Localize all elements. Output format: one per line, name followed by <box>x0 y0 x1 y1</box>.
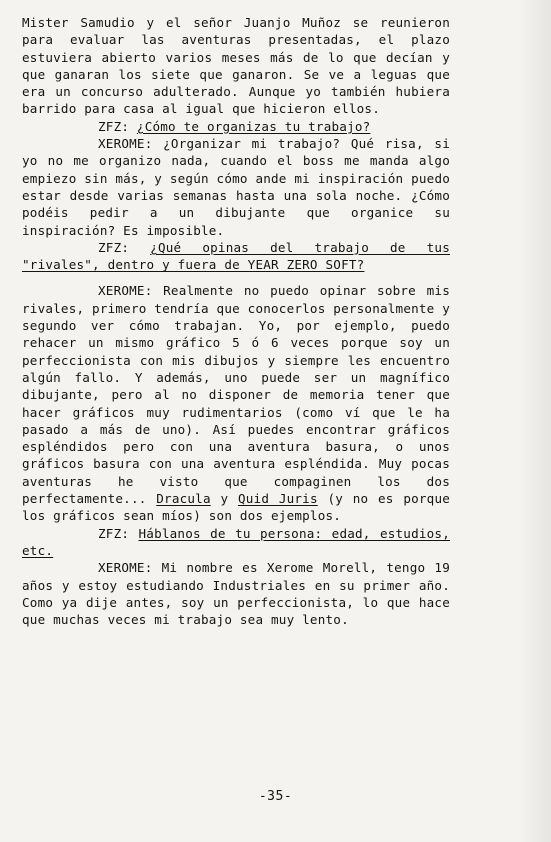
speaker-label: ZFZ: <box>98 525 139 541</box>
text-run: y <box>210 491 238 507</box>
question-text: Háblanos de tu persona: edad, estudios, etc. <box>22 525 450 558</box>
answer-persona <box>22 559 450 628</box>
interview-text <box>22 14 450 628</box>
title-quid-juris: Quid Juris <box>237 491 318 507</box>
text-run: (y no es porque los gráficos sean míos) son dos ejemplos. <box>22 491 451 524</box>
question-text: ¿Cómo te organizas tu trabajo? <box>136 118 371 134</box>
bleed-through-shadow <box>441 0 551 842</box>
speaker-label: ZFZ: <box>98 239 151 255</box>
question-persona <box>22 525 450 560</box>
text-run: XEROME: Realmente no puedo opinar sobre mis rivales, primero tendría que conocerlos personalmente y segundo ver cómo trabajan. Yo, por ejemplo, puedo rehacer un mismo gráfico 5 ó 6 veces porque soy un perfeccionista con mis dibujos y siempre les encuentro algún fallo. Y además, uno puede ser un magnífico dibujante, pero al no disponer de memoria tener que hacer gráficos muy rudimentarios (como ví que le ha pasado a más de uno). Así puedes encontrar gráficos espléndidos pero con una aventura basura, o unos gráficos basura con una aventura espléndida. Muy pocas aventuras he visto que compaginen los dos perfectamente... <box>22 283 451 507</box>
question-rivals <box>22 239 450 274</box>
answer-organize <box>22 135 450 239</box>
speaker-label: ZFZ: <box>98 118 137 134</box>
page-number: -35- <box>258 789 293 804</box>
question-text: ¿Qué opinas del trabajo de tus "rivales", dentro y fuera de YEAR ZERO SOFT? <box>22 239 450 273</box>
title-dracula: Dracula <box>156 491 211 507</box>
question-organize <box>22 118 450 135</box>
answer-rivals <box>22 282 450 524</box>
text-run: Mister Samudio y el señor Juanjo Muñoz se reunieron para evaluar las aventuras presentadas, el plazo estuviera abierto varios meses más de lo que decían y que ganaran los siete que ganaron. Se ve a leguas que era un concurso adulterado. Aunque yo también hubiera barrido para casa al igual que hicieron ellos. <box>22 15 450 117</box>
paragraph-intro <box>22 14 450 118</box>
text-run: XEROME: ¿Organizar mi trabajo? Qué risa, si yo no me organizo nada, cuando el boss me manda algo empiezo sin más, y según cómo ande mi inspiración puedo estar desde varias semanas hasta una sola noche. ¿Cómo podéis pedir a un dibujante que organice su inspiración? Es imposible. <box>22 136 451 238</box>
text-run: XEROME: Mi nombre es Xerome Morell, tengo 19 años y estoy estudiando Industriales en su primer año. Como ya dije antes, soy un perfeccionista, lo que hace que muchas veces mi trabajo sea muy lento. <box>22 560 450 628</box>
